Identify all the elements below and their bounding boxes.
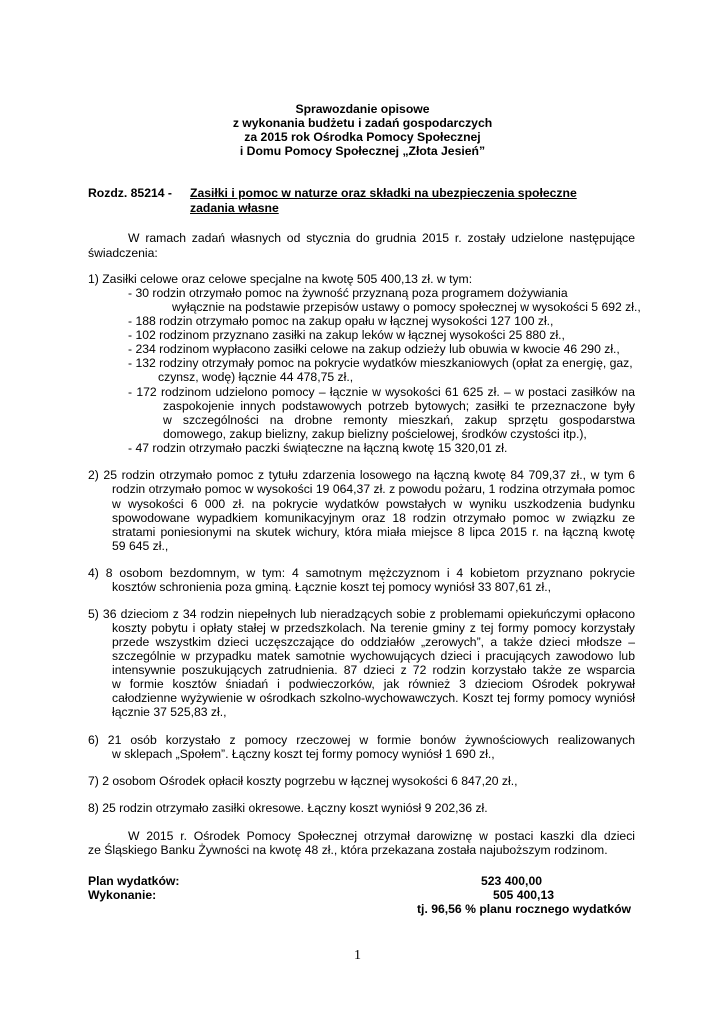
item-1-bullet-2: - 188 rodzin otrzymało pomoc na zakup opału w łącznej wysokości 127 100 zł.,	[128, 314, 554, 328]
item-2-line-1: 2) 25 rodzin otrzymało pomoc z tytułu zdarzenia losowego na łączną kwotę 84 709,37 zł., w tym 6	[88, 468, 635, 482]
item-2-line-3: w wysokości 6 000 zł. na pokrycie wydatków powstałych w wyniku uszkodzenia budynku	[112, 497, 635, 511]
item-1-bullet-5-line-2: czynsz, wodę) łącznie 44 478,75 zł.,	[158, 370, 354, 384]
plan-value: 523 400,00	[481, 874, 542, 888]
item-1-bullet-6-line-3: w szczególności na drobne remonty mieszkań, zakup sprzętu gospodarstwa	[163, 413, 635, 427]
item-1-bullet-6-line-4: domowego, zakup bielizny, zakup bielizny pościelowej, środków czystości itp.),	[163, 427, 587, 441]
item-5-line-4: szczególnie w przypadku matek samotnie wychowujących dzieci i pracujących zawodowo lub	[112, 649, 635, 663]
intro-line-1: W ramach zadań własnych od stycznia do grudnia 2015 r. zostały udzielone następujące	[128, 231, 635, 245]
item-5-line-3: przede wszystkim dzieci uczęszczające do oddziałów „zerowych”, a także dzieci młodsze –	[112, 635, 635, 649]
item-1-bullet-1-line-1: - 30 rodzin otrzymało pomoc na żywność przyznaną poza programem dożywiania	[128, 286, 568, 300]
item-2-line-5: stratami poniesionymi na skutek wichury, która miała miejsce 8 lipca 2015 r. na łączną kwotę	[112, 525, 635, 539]
item-8-line-1: 8) 25 rodzin otrzymało zasiłki okresowe. Łączny koszt wyniósł 9 202,36 zł.	[88, 801, 488, 815]
item-1-bullet-1-line-2: wyłącznie na podstawie przepisów ustawy o pomocy społecznej w wysokości 5 692 zł.,	[172, 300, 641, 314]
execution-percent: tj. 96,56 % planu rocznego wydatków	[417, 902, 632, 916]
item-2-line-6: 59 645 zł.,	[112, 539, 169, 553]
donation-line-1: W 2015 r. Ośrodek Pomocy Społecznej otrzymał darowiznę w postaci kaszki dla dzieci	[128, 829, 635, 843]
item-2-line-2: rodzin otrzymało pomoc w wysokości 19 064,37 zł. z powodu pożaru, 1 rodzina otrzymała pomoc	[112, 482, 635, 496]
item-6-line-2: w sklepach „Społem”. Łączny koszt tej formy pomocy wyniósł 1 690 zł.,	[112, 747, 495, 761]
report-title-line-4: i Domu Pomocy Społecznej „Złota Jesień”	[239, 144, 486, 158]
report-title-line-3: za 2015 rok Ośrodka Pomocy Społecznej	[244, 130, 481, 144]
item-4-line-1: 4) 8 osobom bezdomnym, w tym: 4 samotnym mężczyznom i 4 kobietom przyznano pokrycie	[88, 566, 635, 580]
section-title-line-2: zadania własne	[190, 201, 279, 215]
item-1-bullet-6-line-1: - 172 rodzinom udzielono pomocy – łącznie w wysokości 61 625 zł. – w postaci zasiłków na	[128, 385, 635, 399]
item-5-line-5: intensywnie poszukujących zatrudnienia. 87 dzieci z 72 rodzin korzystało także ze wsparcia	[112, 663, 635, 677]
intro-line-2: świadczenia:	[88, 246, 158, 260]
report-title-line-1: Sprawozdanie opisowe	[295, 102, 430, 116]
execution-label: Wykonanie:	[88, 888, 157, 902]
execution-value: 505 400,13	[493, 888, 554, 902]
page-number: 1	[354, 948, 361, 963]
item-5-line-7: całodzienne wyżywienie w ośrodkach szkolno-wychowawczych. Koszt tej formy pomocy wyniósł	[112, 691, 635, 705]
item-1-bullet-4: - 234 rodzinom wypłacono zasiłki celowe na zakup odzieży lub obuwia w kwocie 46 290 zł.,	[128, 342, 620, 356]
item-2-line-4: spowodowane wypadkiem komunikacyjnym oraz 18 rodzin otrzymało pomoc w związku ze	[112, 511, 635, 525]
section-title-line-1: Zasiłki i pomoc w naturze oraz składki na ubezpieczenia społeczne	[190, 186, 577, 200]
donation-line-2: ze Śląskiego Banku Żywności na kwotę 48 zł., która przekazana została najuboższym rodzinom.	[88, 843, 608, 857]
item-1-bullet-5-line-1: - 132 rodziny otrzymały pomoc na pokrycie wydatków mieszkaniowych (opłat za energię, gaz,	[128, 356, 633, 370]
item-5-line-2: koszty pobytu i opłaty stałej w przedszkolach. Na terenie gminy z tej formy pomocy korzystały	[112, 621, 635, 635]
item-7-line-1: 7) 2 osobom Ośrodek opłacił koszty pogrzebu w łącznej wysokości 6 847,20 zł.,	[88, 774, 518, 788]
item-4-line-2: kosztów schronienia poza gminą. Łącznie koszt tej pomocy wyniósł 33 807,61 zł.,	[112, 580, 551, 594]
item-5-line-8: łącznie 37 525,83 zł.,	[112, 705, 227, 719]
plan-label: Plan wydatków:	[88, 874, 180, 888]
item-5-line-1: 5) 36 dzieciom z 34 rodzin niepełnych lub nieradzących sobie z problemami opiekuńczymi opłacono	[88, 607, 635, 621]
item-6-line-1: 6) 21 osób korzystało z pomocy rzeczowej w formie bonów żywnościowych realizowanych	[88, 733, 635, 747]
report-title-line-2: z wykonania budżetu i zadań gospodarczych	[232, 116, 493, 130]
item-1-bullet-6-line-2: zaspokojenie innych podstawowych potrzeb bytowych; zasiłki te przeznaczone były	[163, 399, 635, 413]
item-1-bullet-3: - 102 rodzinom przyznano zasiłki na zakup leków w łącznej wysokości 25 880 zł.,	[128, 328, 565, 342]
item-1-heading: 1) Zasiłki celowe oraz celowe specjalne na kwotę 505 400,13 zł. w tym:	[88, 272, 473, 286]
item-5-line-6: w formie kosztów śniadań i podwieczorków, jak również 3 dzieciom Ośrodek pokrywał	[112, 677, 635, 691]
item-1-bullet-7: - 47 rodzin otrzymało paczki świąteczne na łączną kwotę 15 320,01 zł.	[128, 441, 508, 455]
section-code: Rozdz. 85214 -	[88, 186, 172, 200]
